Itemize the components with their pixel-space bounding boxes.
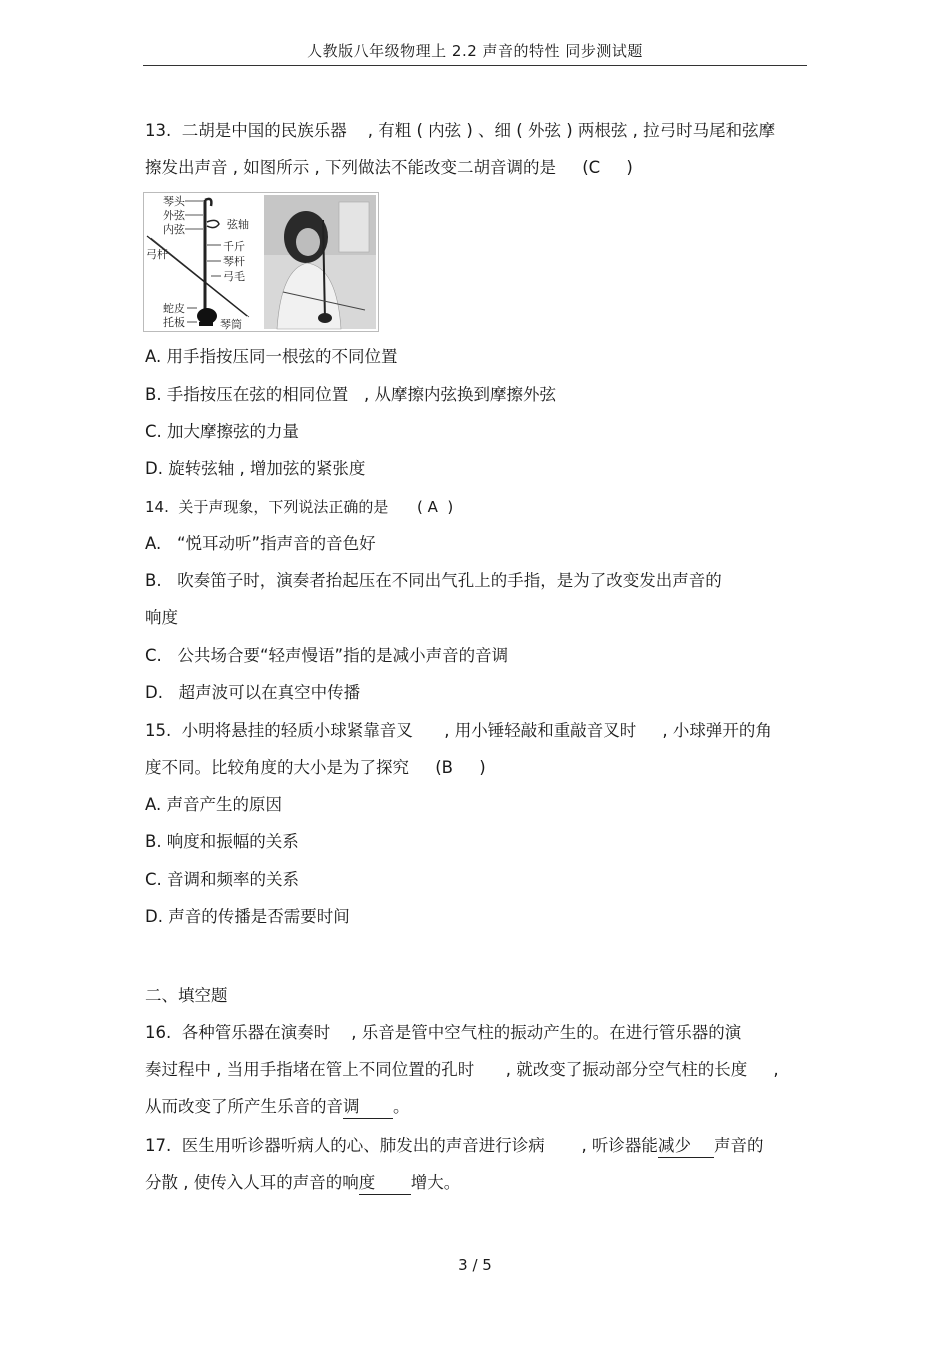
q15-stem-line2: 度不同。比较角度的大小是为了探究 (B )	[145, 758, 486, 777]
q14-option-a: A. “悦耳动听”指声音的音色好	[145, 534, 376, 553]
q16-line1: 16. 各种管乐器在演奏时 , 乐音是管中空气柱的振动产生的。在进行管乐器的演	[145, 1023, 742, 1042]
q14-option-b-cont: 响度	[145, 608, 178, 627]
q16-answer-blank: 调	[343, 1096, 393, 1119]
q16-text-before: 从而改变了所产生乐音的音	[145, 1097, 343, 1116]
erhu-diagram	[143, 192, 379, 332]
label-qingan: 琴杆	[223, 255, 245, 268]
q13-option-d: D. 旋转弦轴 , 增加弦的紧张度	[145, 459, 366, 478]
q15-stem-line1: 15. 小明将悬挂的轻质小球紧靠音叉 , 用小锤轻敲和重敲音叉时 , 小球弹开的角	[145, 721, 772, 740]
q13-stem-line1: 13. 二胡是中国的民族乐器 , 有粗 ( 内弦 ) 、细 ( 外弦 ) 两根弦 , 拉弓时马尾和弦摩	[145, 121, 776, 140]
q15-option-d: D. 声音的传播是否需要时间	[145, 907, 350, 926]
label-qintou: 琴头	[163, 195, 185, 208]
section-title-fill-in: 二、填空题	[145, 986, 228, 1005]
label-tuoban: 托板	[163, 316, 185, 329]
q13-option-b: B. 手指按压在弦的相同位置 , 从摩擦内弦换到摩擦外弦	[145, 385, 557, 404]
q16-text-after: 。	[393, 1097, 410, 1116]
q16-line3	[145, 1096, 410, 1119]
q13-option-a: A. 用手指按压同一根弦的不同位置	[145, 347, 398, 366]
q15-option-c: C. 音调和频率的关系	[145, 870, 300, 889]
q14-option-c: C. 公共场合要“轻声慢语”指的是减小声音的音调	[145, 646, 509, 665]
q15-option-a: A. 声音产生的原因	[145, 795, 282, 814]
q16-line2: 奏过程中 , 当用手指堵在管上不同位置的孔时 , 就改变了振动部分空气柱的长度 ,	[145, 1060, 779, 1079]
q14-option-b: B. 吹奏笛子时，演奏者抬起压在不同出气孔上的手指，是为了改变发出声音的	[145, 571, 722, 590]
q14-stem: 14. 关于声现象，下列说法正确的是 ( A )	[145, 498, 454, 516]
q17-text-after: 声音的	[713, 1136, 764, 1155]
q13-option-c: C. 加大摩擦弦的力量	[145, 422, 300, 441]
page-number: 3 / 5	[458, 1256, 492, 1274]
page-header: 人教版八年级物理上 2.2 声音的特性 同步测试题	[307, 42, 643, 60]
label-gonggan: 弓杆	[146, 248, 168, 261]
q17-line2	[145, 1172, 460, 1195]
label-waixian: 外弦	[163, 209, 185, 222]
header-divider	[143, 65, 807, 66]
q17-text-before: 17. 医生用听诊器听病人的心、肺发出的声音进行诊病 , 听诊器能	[145, 1136, 658, 1155]
q15-option-b: B. 响度和振幅的关系	[145, 832, 299, 851]
q17-line1	[145, 1135, 763, 1158]
label-qianjin: 千斤	[223, 240, 245, 253]
label-xianzhou: 弦轴	[227, 218, 249, 231]
q17-text2-before: 分散 , 使传入人耳的声音的响	[145, 1173, 359, 1192]
erhu-figure	[143, 192, 379, 332]
q13-stem-line2: 擦发出声音 , 如图所示 , 下列做法不能改变二胡音调的是 (C )	[145, 158, 633, 177]
q17-answer2-blank: 度	[359, 1172, 411, 1195]
q17-text2-after: 增大。	[410, 1173, 461, 1192]
label-gongmao: 弓毛	[223, 270, 245, 283]
label-qintong: 琴筒	[220, 318, 242, 331]
q14-option-d: D. 超声波可以在真空中传播	[145, 683, 361, 702]
label-shepi: 蛇皮	[163, 302, 185, 315]
label-neixian: 内弦	[163, 223, 185, 236]
q17-answer1-blank: 减少	[658, 1135, 714, 1158]
